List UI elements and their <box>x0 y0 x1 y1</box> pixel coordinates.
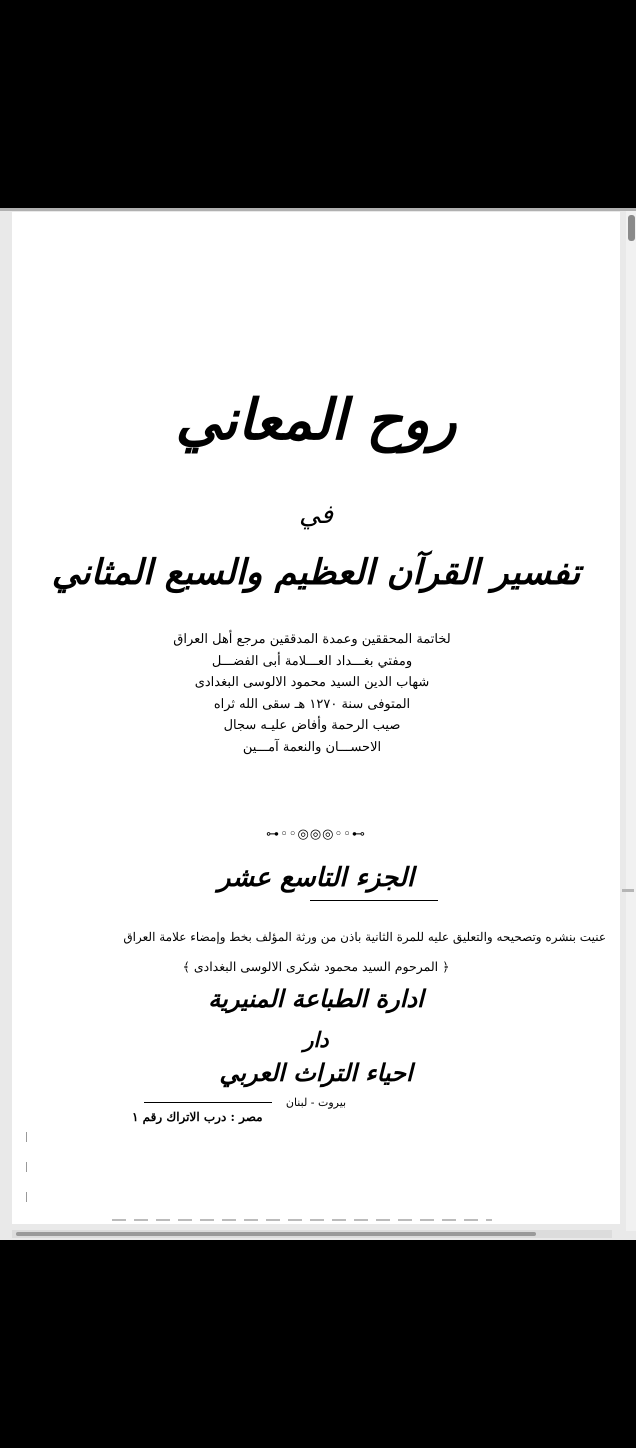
vertical-scrollbar[interactable] <box>626 211 636 1231</box>
author-description <box>162 629 462 758</box>
book-subtitle: تفسير القرآن العظيم والسبع المثاني <box>51 552 581 593</box>
publisher-name: ادارة الطباعة المنيرية <box>208 984 424 1013</box>
publication-notice: عنيت بنشره وتصحيحه والتعليق عليه للمرة الثانية باذن من ورثة المؤلف بخط وإمضاء علامة العراق <box>123 930 606 944</box>
margin-tick <box>26 1132 27 1142</box>
scroll-position-marker <box>622 889 634 892</box>
horizontal-scrollbar[interactable] <box>12 1230 612 1238</box>
publisher-logo-text: احياء التراث العربي <box>219 1058 413 1087</box>
author-line: شهاب الدين السيد محمود الالوسى البغدادى <box>194 675 430 690</box>
author-line: الاحســـان والنعمة آمـــين <box>242 739 382 755</box>
volume-label: الجزء التاسع عشر <box>217 863 415 893</box>
title-connector: في <box>298 500 334 530</box>
volume-underline <box>310 900 438 901</box>
author-line: لخاتمة المحققين وعمدة المدققين مرجع أهل العراق <box>173 632 451 647</box>
margin-tick <box>26 1162 27 1172</box>
author-line: المتوفى سنة ١٢٧٠ هـ سقى الله ثراه <box>213 696 411 712</box>
document-page <box>12 212 620 1224</box>
dar-label: دار <box>303 1027 329 1052</box>
viewer-top-border <box>0 208 636 211</box>
address-rule <box>144 1102 272 1103</box>
publisher-address: مصر : درب الاتراك رقم ١ <box>132 1110 263 1124</box>
scan-footer-artifact <box>112 1219 492 1221</box>
author-line: صيب الرحمة وأفاض عليـه سجال <box>223 718 401 733</box>
ornament-divider: ⊶◦◦◎◎◎◦◦⊷ <box>266 827 366 842</box>
margin-tick <box>26 1192 27 1202</box>
notice-heir: ﴿ المرحوم السيد محمود شكرى الالوسى البغدادى ﴾ <box>182 959 450 974</box>
scrollbar-thumb[interactable] <box>628 215 635 241</box>
document-viewer <box>0 208 636 1240</box>
horizontal-scrollbar-thumb[interactable] <box>16 1232 536 1236</box>
publisher-city: بيروت - لبنان <box>285 1096 347 1109</box>
author-line: ومفتي بغـــداد العـــلامة أبى الفضـــل <box>211 653 413 669</box>
book-title: روح المعاني <box>175 387 457 453</box>
